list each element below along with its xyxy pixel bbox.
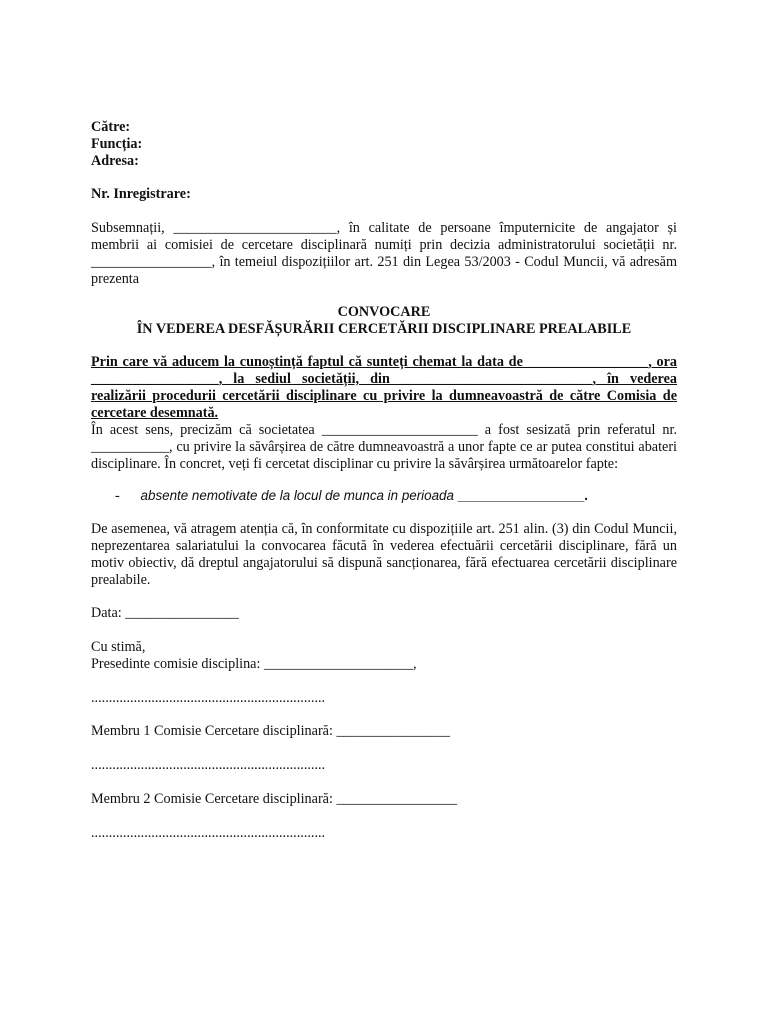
intro-paragraph: Subsemnații, _______________________, în calitate de persoane împuternicite de angajator și membrii ai comisiei de cercetare disciplinară numiți prin decizia administratorului societății nr. _________________, în temeiul dispozițiilor art. 251 din Legea 53/2003 - Codul Muncii, vă adresăm prezenta	[91, 220, 677, 287]
president-signature-line: Presedinte comisie disciplina: _____________________,	[91, 656, 417, 672]
fact-list-item	[115, 487, 588, 505]
warning-paragraph: De asemenea, vă atragem atenția că, în conformitate cu dispozițiile art. 251 alin. (3) din Codul Muncii, neprezentarea salariatului la convocarea făcută în vederea efectuării cercetării disciplinare, fără un motiv obiectiv, dă dreptul angajatorului să dispună sancționarea, fără efectuarea cercetării disciplinare prealabile.	[91, 521, 677, 588]
summons-paragraph: Prin care vă aducem la cunoștință faptul că sunteți chemat la data de _________________, ora __________________, la sediul societății, din ___________________________, în vederea realizării procedurii cercetării disciplinare cu privire la dumneavoastră de către Comisia de cercetare desemnată.	[91, 354, 677, 421]
member-2-signature-line: Membru 2 Comisie Cercetare disciplinară: _________________	[91, 791, 458, 807]
signature-dots-1: ..................................................................	[91, 690, 326, 706]
document-subtitle: ÎN VEDEREA DESFĂȘURĂRII CERCETĂRII DISCIPLINARE PREALABILE	[136, 321, 632, 337]
function-label: Funcția:	[91, 136, 143, 152]
registration-number-label: Nr. Inregistrare:	[91, 186, 191, 202]
signature-dots-3: ..................................................................	[91, 825, 326, 841]
member-1-signature-line: Membru 1 Comisie Cercetare disciplinară: ________________	[91, 723, 450, 739]
closing-greeting: Cu stimă,	[91, 639, 146, 655]
signature-dots-2: ..................................................................	[91, 757, 326, 773]
bullet-dash: -	[115, 488, 120, 504]
date-line: Data: ________________	[91, 605, 239, 621]
address-label: Adresa:	[91, 153, 139, 169]
document-title: CONVOCARE	[337, 304, 431, 320]
fact-period-blank: _________________.	[457, 488, 588, 503]
recipient-label: Către:	[91, 119, 131, 135]
facts-paragraph: În acest sens, precizăm că societatea ______________________ a fost sesizată prin referatul nr. ___________, cu privire la săvârșirea de către dumneavoastră a unor fapte ce ar putea constitui abateri disciplinare. În concret, veți fi cercetat disciplinar cu privire la săvârșirea următoarelor fapte:	[91, 422, 677, 472]
fact-text: absente nemotivate de la locul de munca in perioada	[140, 488, 458, 503]
